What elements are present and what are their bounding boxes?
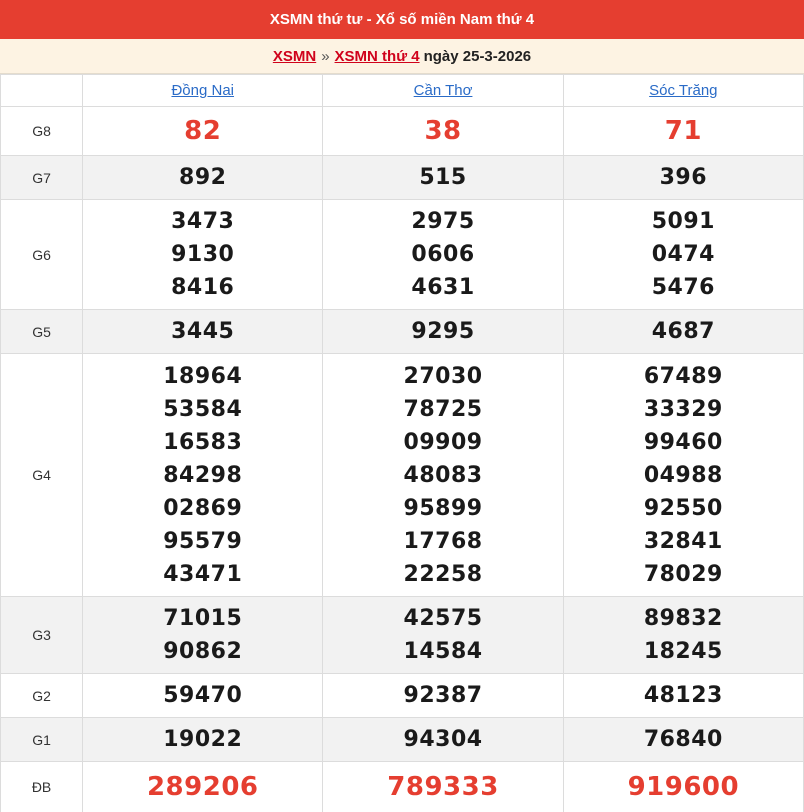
prize-number: 78029 bbox=[643, 561, 723, 587]
prize-number: 84298 bbox=[163, 462, 243, 488]
prize-number: 18964 bbox=[163, 363, 243, 389]
prize-label: ĐB bbox=[1, 762, 83, 812]
prize-number: 94304 bbox=[403, 727, 483, 752]
prize-cell bbox=[563, 200, 803, 310]
province-header bbox=[323, 75, 563, 107]
prize-number: 82 bbox=[184, 115, 222, 146]
prize-number: 22258 bbox=[403, 561, 483, 587]
prize-cell bbox=[323, 107, 563, 156]
prize-cell bbox=[83, 674, 323, 718]
prize-number: 71 bbox=[664, 115, 702, 146]
breadcrumb-separator: » bbox=[321, 47, 330, 65]
prize-number: 4687 bbox=[651, 319, 715, 344]
prize-number: 32841 bbox=[643, 528, 723, 554]
prize-row-g2 bbox=[1, 674, 804, 718]
prize-number: 9295 bbox=[411, 319, 475, 344]
prize-cell bbox=[323, 354, 563, 597]
prize-number: 892 bbox=[179, 165, 227, 190]
prize-number: 59470 bbox=[163, 683, 243, 708]
prize-number: 71015 bbox=[163, 606, 243, 631]
draw-date: ngày 25-3-2026 bbox=[423, 47, 532, 65]
page-title: XSMN thứ tư - Xổ số miền Nam thứ 4 bbox=[269, 11, 535, 28]
prize-number: 8416 bbox=[171, 275, 235, 300]
prize-number: 78725 bbox=[403, 396, 483, 422]
prize-cell bbox=[323, 674, 563, 718]
prize-number: 5476 bbox=[651, 275, 715, 300]
prize-number: 53584 bbox=[163, 396, 243, 422]
province-link-can-tho[interactable]: Cần Thơ bbox=[413, 82, 473, 99]
prize-label: G1 bbox=[1, 718, 83, 762]
prize-label: G3 bbox=[1, 597, 83, 674]
prize-label: G2 bbox=[1, 674, 83, 718]
province-link-dong-nai[interactable]: Đồng Nai bbox=[171, 82, 235, 99]
prize-number: 396 bbox=[659, 165, 708, 190]
prize-cell bbox=[323, 310, 563, 354]
prize-row-g6 bbox=[1, 200, 804, 310]
breadcrumb bbox=[0, 39, 804, 74]
prize-number: 89832 bbox=[643, 606, 723, 631]
prize-number: 42575 bbox=[403, 606, 483, 631]
province-header-row bbox=[1, 75, 804, 107]
prize-label: G5 bbox=[1, 310, 83, 354]
prize-label: G8 bbox=[1, 107, 83, 156]
prize-cell bbox=[323, 597, 563, 674]
prize-cell bbox=[563, 597, 803, 674]
prize-cell bbox=[83, 762, 323, 812]
prize-number: 92550 bbox=[643, 495, 723, 521]
prize-number: 76840 bbox=[643, 727, 723, 752]
prize-row-g4 bbox=[1, 354, 804, 597]
prize-label: G7 bbox=[1, 156, 83, 200]
prize-number: 3445 bbox=[171, 319, 235, 344]
prize-cell bbox=[83, 718, 323, 762]
prize-row-g1 bbox=[1, 718, 804, 762]
province-header bbox=[563, 75, 803, 107]
special-prize-number: 289206 bbox=[146, 771, 259, 802]
prize-number: 5091 bbox=[651, 209, 715, 234]
prize-row-g7 bbox=[1, 156, 804, 200]
corner-cell bbox=[1, 75, 83, 107]
prize-cell bbox=[563, 107, 803, 156]
prize-cell bbox=[563, 674, 803, 718]
prize-number: 90862 bbox=[163, 639, 243, 664]
prize-number: 95579 bbox=[163, 528, 243, 554]
page-header bbox=[0, 0, 804, 39]
prize-number: 38 bbox=[424, 115, 462, 146]
prize-cell bbox=[83, 354, 323, 597]
prize-cell bbox=[83, 107, 323, 156]
prize-number: 09909 bbox=[403, 429, 483, 455]
prize-number: 515 bbox=[419, 165, 467, 190]
prize-cell bbox=[563, 718, 803, 762]
prize-row-g3 bbox=[1, 597, 804, 674]
prize-number: 48123 bbox=[643, 683, 723, 708]
prize-cell bbox=[563, 156, 803, 200]
prize-number: 14584 bbox=[403, 639, 483, 664]
prize-cell bbox=[83, 597, 323, 674]
prize-cell bbox=[83, 310, 323, 354]
special-prize-number: 919600 bbox=[627, 771, 740, 802]
breadcrumb-link-xsmn-thu-4[interactable]: XSMN thứ 4 bbox=[334, 47, 420, 65]
prize-cell bbox=[323, 156, 563, 200]
prize-cell bbox=[323, 718, 563, 762]
breadcrumb-link-xsmn[interactable]: XSMN bbox=[272, 47, 317, 65]
results-table bbox=[0, 74, 804, 812]
prize-number: 43471 bbox=[163, 561, 243, 587]
prize-number: 92387 bbox=[403, 683, 483, 708]
prize-row-g8 bbox=[1, 107, 804, 156]
prize-number: 48083 bbox=[403, 462, 483, 488]
prize-number: 0606 bbox=[411, 242, 475, 267]
prize-cell bbox=[563, 354, 803, 597]
prize-number: 95899 bbox=[403, 495, 483, 521]
special-prize-number: 789333 bbox=[387, 771, 499, 802]
prize-label: G6 bbox=[1, 200, 83, 310]
prize-number: 16583 bbox=[163, 429, 243, 455]
prize-row-special bbox=[1, 762, 804, 812]
prize-number: 17768 bbox=[403, 528, 483, 554]
prize-number: 27030 bbox=[403, 363, 483, 389]
prize-number: 99460 bbox=[643, 429, 723, 455]
prize-number: 19022 bbox=[163, 727, 243, 752]
prize-cell bbox=[563, 762, 803, 812]
prize-number: 9130 bbox=[171, 242, 235, 267]
province-header bbox=[83, 75, 323, 107]
prize-cell bbox=[323, 762, 563, 812]
prize-number: 67489 bbox=[643, 363, 723, 389]
prize-number: 4631 bbox=[411, 275, 475, 300]
prize-cell bbox=[83, 156, 323, 200]
prize-number: 04988 bbox=[643, 462, 723, 488]
prize-number: 02869 bbox=[163, 495, 243, 521]
prize-cell bbox=[323, 200, 563, 310]
prize-label: G4 bbox=[1, 354, 83, 597]
prize-row-g5 bbox=[1, 310, 804, 354]
prize-number: 33329 bbox=[643, 396, 723, 422]
prize-number: 18245 bbox=[643, 639, 723, 664]
prize-number: 2975 bbox=[411, 209, 475, 234]
prize-cell bbox=[563, 310, 803, 354]
prize-number: 3473 bbox=[171, 209, 235, 234]
prize-cell bbox=[83, 200, 323, 310]
province-link-soc-trang[interactable]: Sóc Trăng bbox=[649, 82, 718, 99]
prize-number: 0474 bbox=[651, 242, 715, 267]
